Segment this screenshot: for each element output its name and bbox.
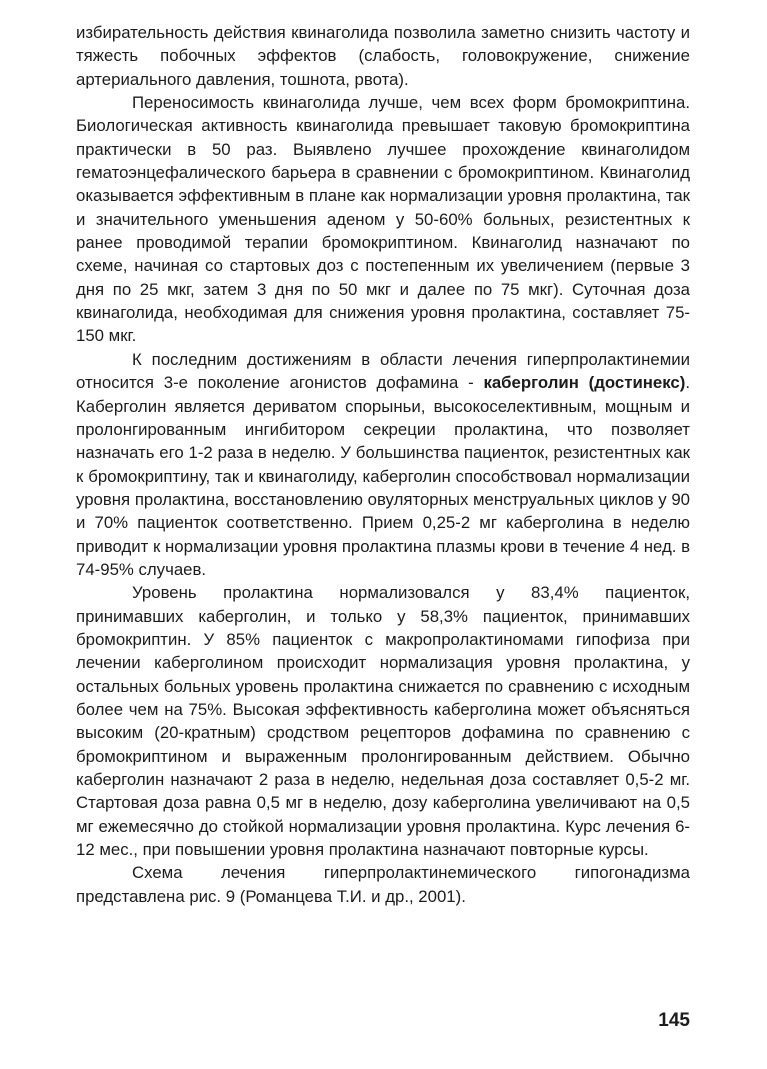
drug-name-cabergoline: каберголин (достинекс) xyxy=(483,373,686,393)
paragraph-quinagolide: Переносимость квинаголида лучше, чем всех форм бромокриптина. Биологическая активность квинаголида превышает таковую бромокриптина практически в 50 раз. Выявлено лучшее прохождение квинаголидом гематоэнцефалического барьера в сравнении с бромокриптином. Квинаголид оказывается эффективным в плане как нормализации уровня пролактина, так и значительного уменьшения аденом у 50-60% больных, резистентных к ранее проводимой терапии бромокриптином. Квинаголид назначают по схеме, начиная со стартовых доз с постепенным их увеличением (первые 3 дня по 25 мкг, затем 3 дня по 50 мкг и далее по 75 мкг). Суточная доза квинаголида, необходимая для снижения уровня пролактина, составляет 75-150 мкг. xyxy=(76,93,690,346)
page-number: 145 xyxy=(658,1010,690,1031)
paragraph-prolactin-normalization: Уровень пролактина нормализовался у 83,4% пациенток, принимавших каберголин, и только у 58,3% пациенток, принимавших бромокриптин. У 85% пациенток с макропролактиномами гипофиза при лечении каберголином происходит нормализация уровня пролактина, у остальных больных уровень пролактина снижается по сравнению с исходным более чем на 75%. Высокая эффективность каберголина может объясняться высоким (20-кратным) сродством рецепторов дофамина по сравнению с бромокриптином и выраженным пролонгированным действием. Обычно каберголин назначают 2 раза в неделю, недельная доза составляет 0,5-2 мг. Стартовая доза равна 0,5 мг в неделю, дозу каберголина увеличивают на 0,5 мг ежемесячно до стойкой нормализации уровня пролактина. Курс лечения 6-12 мес., при повышении уровня пролактина назначают повторные курсы. xyxy=(76,583,690,860)
text-body xyxy=(76,21,690,908)
paragraph-cabergoline-intro-start: К последним достижениям в области лечения гиперпролактинемии относится 3-е поколение агонистов дофамина - xyxy=(76,349,690,393)
paragraph-side-effects: избирательность действия квинаголида позволила заметно снизить частоту и тяжесть побочных эффектов (слабость, головокружение, снижение артериального давления, тошнота, рвота). xyxy=(76,23,690,89)
paragraph-treatment-scheme: Схема лечения гиперпролактинемического гипогонадизма представлена рис. 9 (Романцева Т.И. и др., 2001). xyxy=(76,863,690,906)
paragraph-cabergoline-intro-rest: . Каберголин является дериватом спорыньи, высокоселективным, мощным и пролонгированным ингибитором секреции пролактина, что позволяет назначать его 1-2 раза в неделю. У большинства пациенток, резистентных как к бромокриптину, так и квинаголиду, каберголин способствовал нормализации уровня пролактина, восстановлению овуляторных менструальных циклов у 90 и 70% пациенток соответственно. Прием 0,25-2 мг каберголина в неделю приводит к нормализации уровня пролактина плазмы крови в течение 4 нед. в 74-95% случаев. xyxy=(76,373,690,579)
paragraph-cabergoline-intro xyxy=(76,348,690,581)
